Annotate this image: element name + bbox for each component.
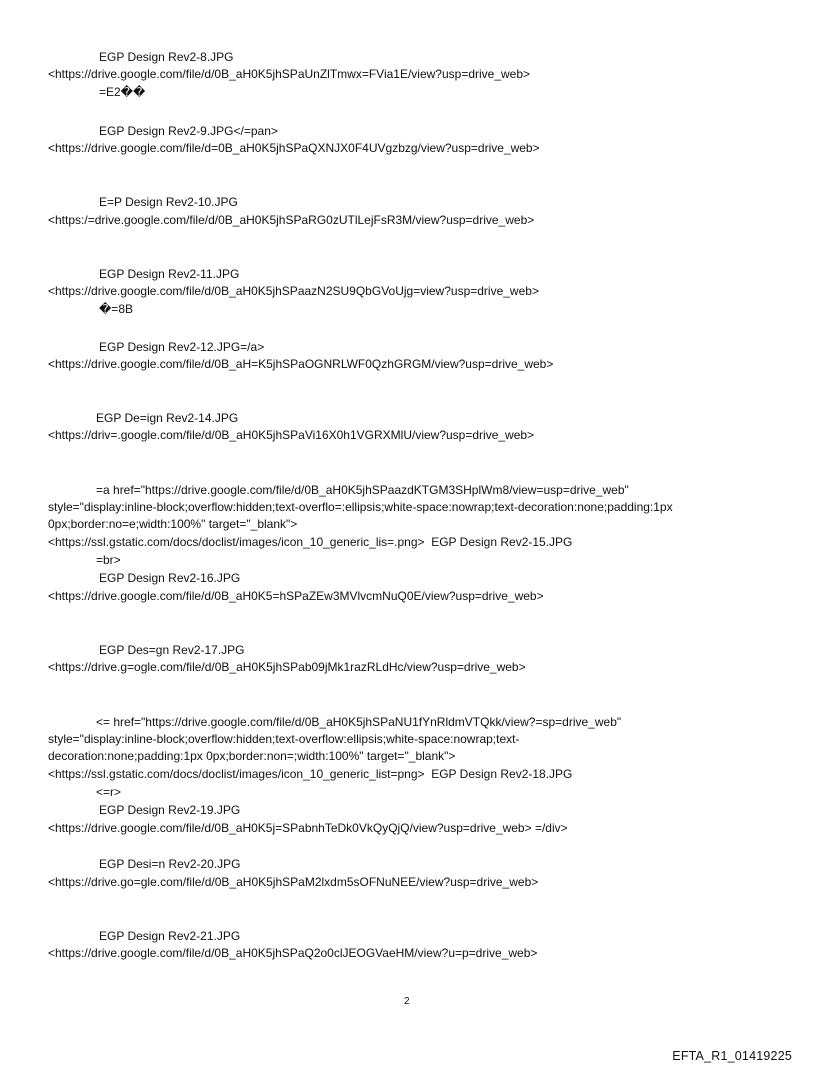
html-fragment-line: 0px;border:no=e;width:100%" target="_blank">: [48, 517, 298, 531]
page-number: 2: [404, 996, 410, 1007]
file-name-line: EGP Design Rev2-19.JPG: [99, 803, 241, 817]
garbled-line: =E2��: [99, 85, 146, 99]
file-name-line: EGP Design Rev2-11.JPG: [99, 267, 240, 281]
file-link-line: <https://drive.google.com/file/d/0B_aH0K5jhSPaQ2o0clJEOGVaeHM/view?u=p=drive_web>: [48, 946, 538, 960]
file-name-line: EGP Design Rev2-8.JPG: [99, 50, 234, 64]
file-name-line: EGP Design Rev2-21.JPG: [99, 929, 241, 943]
file-name-line: EGP Design Rev2-12.JPG=/a>: [99, 340, 265, 354]
file-name-line: EGP Design Rev2-16.JPG: [99, 571, 241, 585]
html-fragment-line: =a href="https://drive.google.com/file/d/0B_aH0K5jhSPaazdKTGM3SHplWm8/view=usp=drive_web": [96, 483, 629, 497]
html-fragment-line: style="display:inline-block;overflow:hidden;text-overflo=:ellipsis;white-space:nowrap;text-decoration:none;padding:1px: [48, 500, 673, 514]
html-fragment-line: decoration:none;padding:1px 0px;border:non=;width:100%" target="_blank">: [48, 749, 456, 763]
html-fragment-line: <= href="https://drive.google.com/file/d/0B_aH0K5jhSPaNU1fYnRldmVTQkk/view?=sp=drive_web": [96, 715, 622, 729]
file-name-line: EGP Design Rev2-9.JPG</=pan>: [99, 124, 278, 138]
html-fragment-line: style="display:inline-block;overflow:hidden;text-overflow:ellipsis;white-space:nowrap;text-: [48, 732, 520, 746]
bates-number: EFTA_R1_01419225: [672, 1049, 792, 1063]
file-link-line: <https://drive.go=gle.com/file/d/0B_aH0K5jhSPaM2lxdm5sOFNuNEE/view?usp=drive_web>: [48, 875, 539, 889]
file-link-line: <https://ssl.gstatic.com/docs/doclist/images/icon_10_generic_list=png> EGP Design Rev2-18.JPG: [48, 767, 573, 781]
file-link-line: <https://drive.google.com/file/d/0B_aH0K5jhSPaazN2SU9QbGVoUjg=view?usp=drive_web>: [48, 284, 539, 298]
html-fragment-line: =br>: [96, 553, 121, 567]
html-fragment-line: <=r>: [96, 785, 122, 799]
file-link-line: <https://driv=.google.com/file/d/0B_aH0K5jhSPaVi16X0h1VGRXMlU/view?usp=drive_web>: [48, 428, 535, 442]
file-link-line: <https://drive.google.com/file/d/0B_aH0K5jhSPaUnZlTmwx=FVia1E/view?usp=drive_web>: [48, 67, 531, 81]
file-link-line: <https://drive.google.com/file/d/0B_aH0K5j=SPabnhTeDk0VkQyQjQ/view?usp=drive_web> =/div>: [48, 821, 568, 835]
file-link-line: <https://drive.g=ogle.com/file/d/0B_aH0K5jhSPab09jMk1razRLdHc/view?usp=drive_web>: [48, 660, 526, 674]
file-name-line: EGP Desi=n Rev2-20.JPG: [99, 857, 241, 871]
file-link-line: <https:/=drive.google.com/file/d/0B_aH0K5jhSPaRG0zUTlLejFsR3M/view?usp=drive_web>: [48, 213, 535, 227]
file-link-line: <https://drive.google.com/file/d/0B_aH0K5=hSPaZEw3MVlvcmNuQ0E/view?usp=drive_web>: [48, 589, 544, 603]
file-name-line: E=P Design Rev2-10.JPG: [99, 195, 238, 209]
file-name-line: EGP Des=gn Rev2-17.JPG: [99, 643, 245, 657]
file-link-line: <https://ssl.gstatic.com/docs/doclist/images/icon_10_generic_lis=.png> EGP Design Rev2-15.JPG: [48, 535, 573, 549]
file-link-line: <https://drive.google.com/file/d/0B_aH=K5jhSPaOGNRLWF0QzhGRGM/view?usp=drive_web>: [48, 357, 554, 371]
garbled-line: �=8B: [99, 302, 133, 316]
file-link-line: <https://drive.google.com/file/d=0B_aH0K5jhSPaQXNJX0F4UVgzbzg/view?usp=drive_web>: [48, 141, 540, 155]
file-name-line: EGP De=ign Rev2-14.JPG: [96, 411, 239, 425]
